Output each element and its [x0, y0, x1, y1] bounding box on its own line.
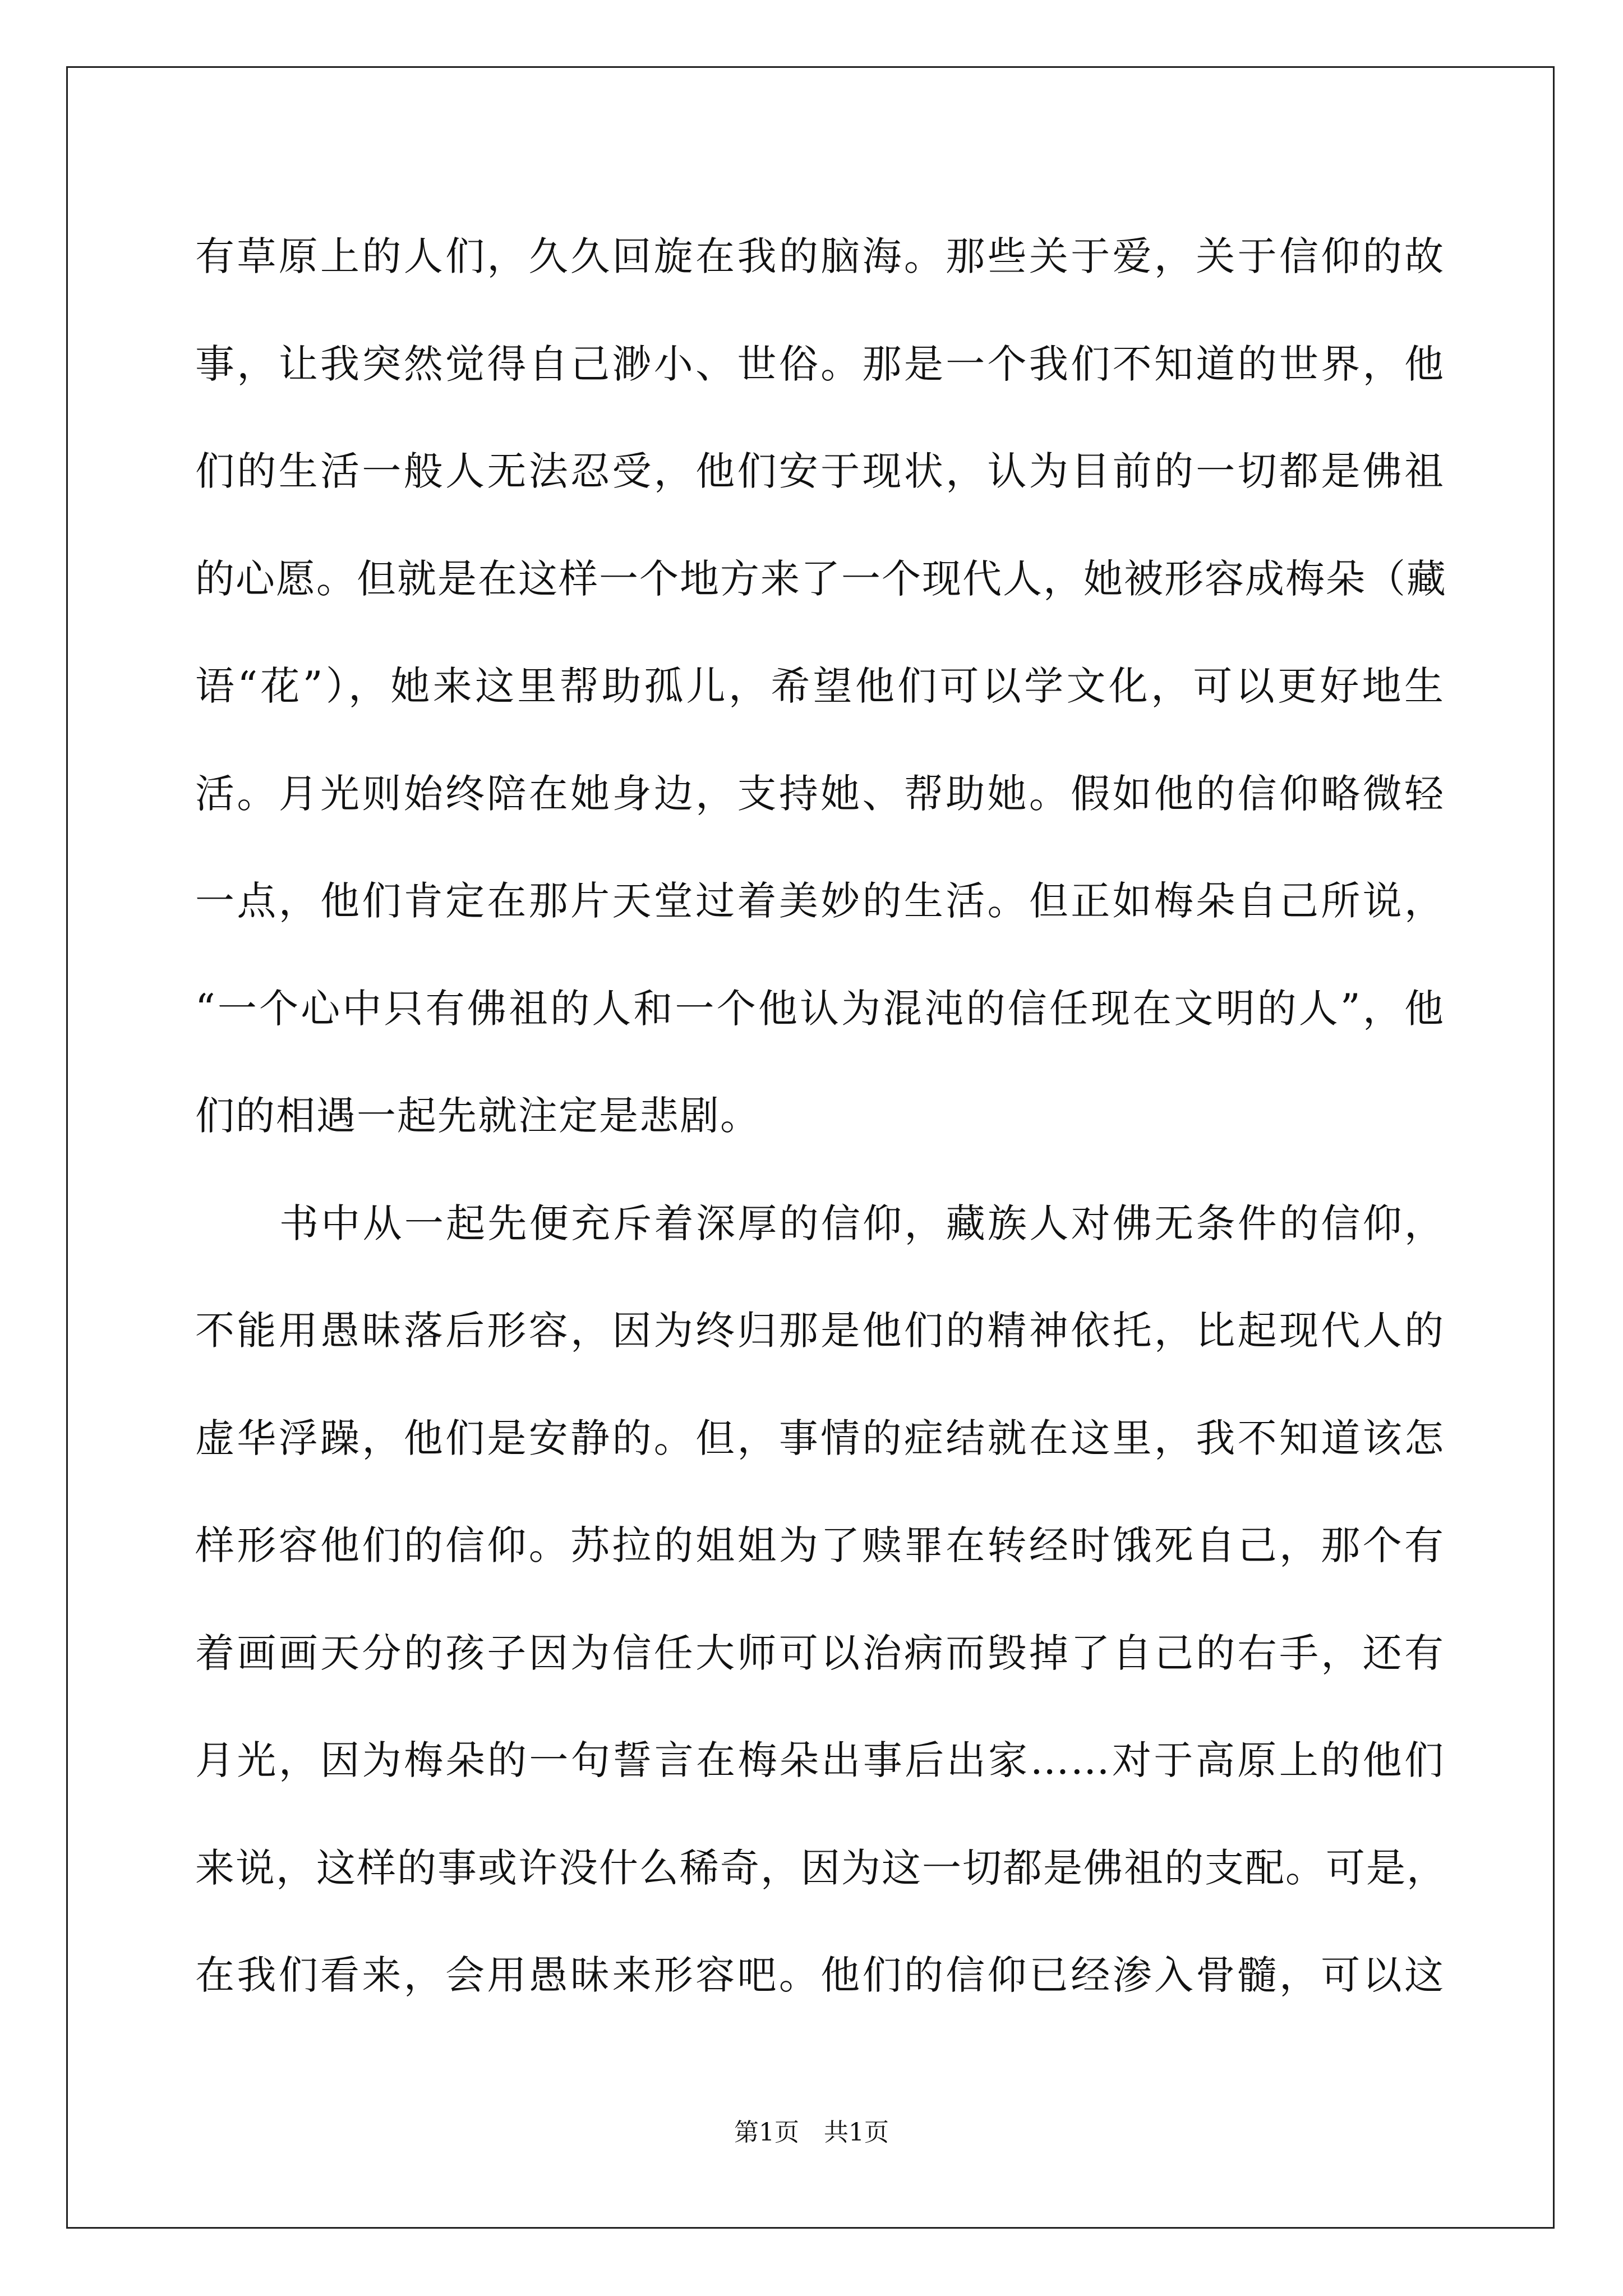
text-line: 语“花”），她来这里帮助孤儿，希望他们可以学文化，可以更好地生 [195, 663, 1445, 709]
text-line: 书中从一起先便充斥着深厚的信仰，藏族人对佛无条件的信仰， [279, 1200, 1445, 1246]
text-line: 着画画天分的孩子因为信任大师可以治病而毁掉了自己的右手，还有 [195, 1630, 1445, 1676]
text-line: 样形容他们的信仰。苏拉的姐姐为了赎罪在转经时饿死自己，那个有 [195, 1522, 1445, 1568]
text-line: 一点，他们肯定在那片天堂过着美妙的生活。但正如梅朵自己所说， [195, 878, 1445, 924]
text-line: 虚华浮躁，他们是安静的。但，事情的症结就在这里，我不知道该怎 [195, 1415, 1445, 1461]
paragraph-1 [195, 203, 1445, 1170]
text-line: 在我们看来，会用愚昧来形容吧。他们的信仰已经渗入骨髓，可以这 [195, 1952, 1445, 1998]
text-line: 不能用愚昧落后形容，因为终归那是他们的精神依托，比起现代人的 [195, 1308, 1445, 1354]
text-line: 们的相遇一起先就注定是悲剧。 [195, 1093, 760, 1139]
text-line: 的心愿。但就是在这样一个地方来了一个现代人，她被形容成梅朵（藏 [195, 555, 1447, 602]
paragraph-2 [195, 1170, 1445, 2030]
text-line: 事，让我突然觉得自己渺小、世俗。那是一个我们不知道的世界，他 [195, 341, 1445, 387]
text-line: 活。月光则始终陪在她身边，支持她、帮助她。假如他的信仰略微轻 [195, 770, 1445, 817]
document-body [195, 203, 1445, 2030]
text-line: 有草原上的人们，久久回旋在我的脑海。那些关于爱，关于信仰的故 [195, 233, 1445, 279]
text-line: 来说，这样的事或许没什么稀奇，因为这一切都是佛祖的支配。可是， [195, 1844, 1447, 1891]
text-line: 月光，因为梅朵的一句誓言在梅朵出事后出家……对于高原上的他们 [195, 1737, 1445, 1783]
text-line: “一个心中只有佛祖的人和一个他认为混沌的信任现在文明的人”，他 [195, 985, 1445, 1032]
text-line: 们的生活一般人无法忍受，他们安于现状，认为目前的一切都是佛祖 [195, 448, 1445, 494]
page-number-footer: 第1页 共1页 [734, 2118, 889, 2147]
